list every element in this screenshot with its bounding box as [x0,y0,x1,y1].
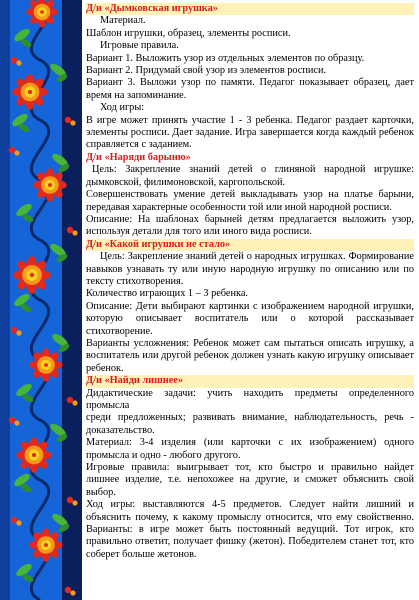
berry-dot [11,57,17,63]
text-line: В игре может принять участие 1 - 3 ребенка. Педагог раздает карточки, элементы росписи. Дает задание. Игра завершается когда каждый ребенок справляется с заданием. [86,114,414,151]
game-section-missing-toy [86,239,414,375]
flower-core [32,453,36,457]
folk-art-border [0,0,82,600]
berry-dot [67,397,73,403]
berry-dot [72,500,77,505]
berry-dot [9,417,15,423]
berry-dot [65,587,71,593]
border-left-stripe [0,0,10,600]
game-section-dymkovo [86,3,414,152]
berry-dot [14,420,19,425]
text-line: Цель: Закрепление знаний детей о народных игрушках. Формирование навыков узнавать ту или иную народную игрушку по описанию или по тексту стихотворения. [86,251,414,287]
text-line: Варианты усложнения: Ребенок может сам пытаться описать игрушку, а воспитатель или другой ребенок должен узнать какую игрушку описывает ребенок. [86,337,414,374]
border-dark-stripe [62,0,82,600]
berry-dot [14,150,19,155]
text-line: Ход игры: [100,102,145,114]
text-line: Материал: 3-4 изделия (или карточки с их изображением) одного промысла и одно - любого другого. [86,437,414,461]
berry-dot [72,230,77,235]
berry-dot [9,147,15,153]
game-section-odd-one [86,375,414,561]
document-body [86,3,414,597]
berry-dot [16,60,21,65]
text-line: Вариант 2. Придумай свой узор из элементов росписи. [86,65,327,77]
berry-dot [72,400,77,405]
text-line: Описание: Дети выбирают картинки с изображением народной игрушки, которую описывает воспитатель или о которой рассказывает стихотворение. [86,300,414,337]
game-section-baryna [86,152,414,239]
text-line: Игровые правила. [100,40,179,52]
game-title: Д/и «Найди лишнее» [86,375,414,387]
text-line: Описание: На шаблонах барыней детям предлагается выложить узор, используя детали для того или иного вида росписи. [86,213,414,238]
text-line: Количество играющих 1 – 3 ребенка. [86,288,248,300]
game-title: Д/и «Какой игрушки не стало» [86,239,414,251]
text-line: Шаблон игрушки, образец, элементы росписи. [86,27,291,39]
game-title: Д/и «Дымковская игрушка» [86,3,414,15]
flower-core [30,273,34,277]
flower-core [28,90,32,94]
text-line: Вариант 1. Выложить узор из отдельных элементов по образцу. [86,52,365,64]
text-line: Цель: Закрепление знаний детей о глиняной народной игрушке: дымковской, филимоновской, каргопольской. [86,164,414,188]
text-line: Вариант 3. Выложи узор по памяти. Педагог показывает образец, дает время на запоминание. [86,77,414,101]
flower-core [44,363,48,367]
berry-dot [70,120,75,125]
berry-dot [65,117,71,123]
berry-dot [67,227,73,233]
berry-dot [16,330,21,335]
berry-dot [11,517,17,523]
berry-dot [16,520,21,525]
berry-dot [70,590,75,595]
text-line: среди предложенных; развивать внимание, наблюдательность, речь - доказательство. [86,412,414,436]
text-line: Дидактические задачи: учить находить предметы определенного промысла [86,387,414,411]
flower-core [48,183,52,187]
text-line: Ход игры: выставляются 4-5 предметов. Следует найти лишний и объяснить почему, к какому промыслу относится, что ему свойственно. Варианты: в игре может быть постоянный ведущий. Тот игрок, кто правильно ответит, получает фишку (жетон). Победителем станет тот, кто соберет больше жетонов. [86,499,414,560]
berry-dot [67,497,73,503]
text-line: Игровые правила: выигрывает тот, кто быстро и правильно найдет лишнее изделие, т.е. непохожее на другие, и сможет объяснить свой выбор. [86,462,414,498]
flower-core [44,543,48,547]
text-line: Совершенствовать умение детей выкладывать узор на платье барыни, передавая характерные особенности той или иной народной росписи. [86,189,414,213]
game-title: Д/и «Наряди барыню» [86,151,191,163]
flower-core [40,10,44,14]
floral-ornament [0,0,82,600]
text-line: Материал. [100,15,146,27]
berry-dot [11,327,17,333]
